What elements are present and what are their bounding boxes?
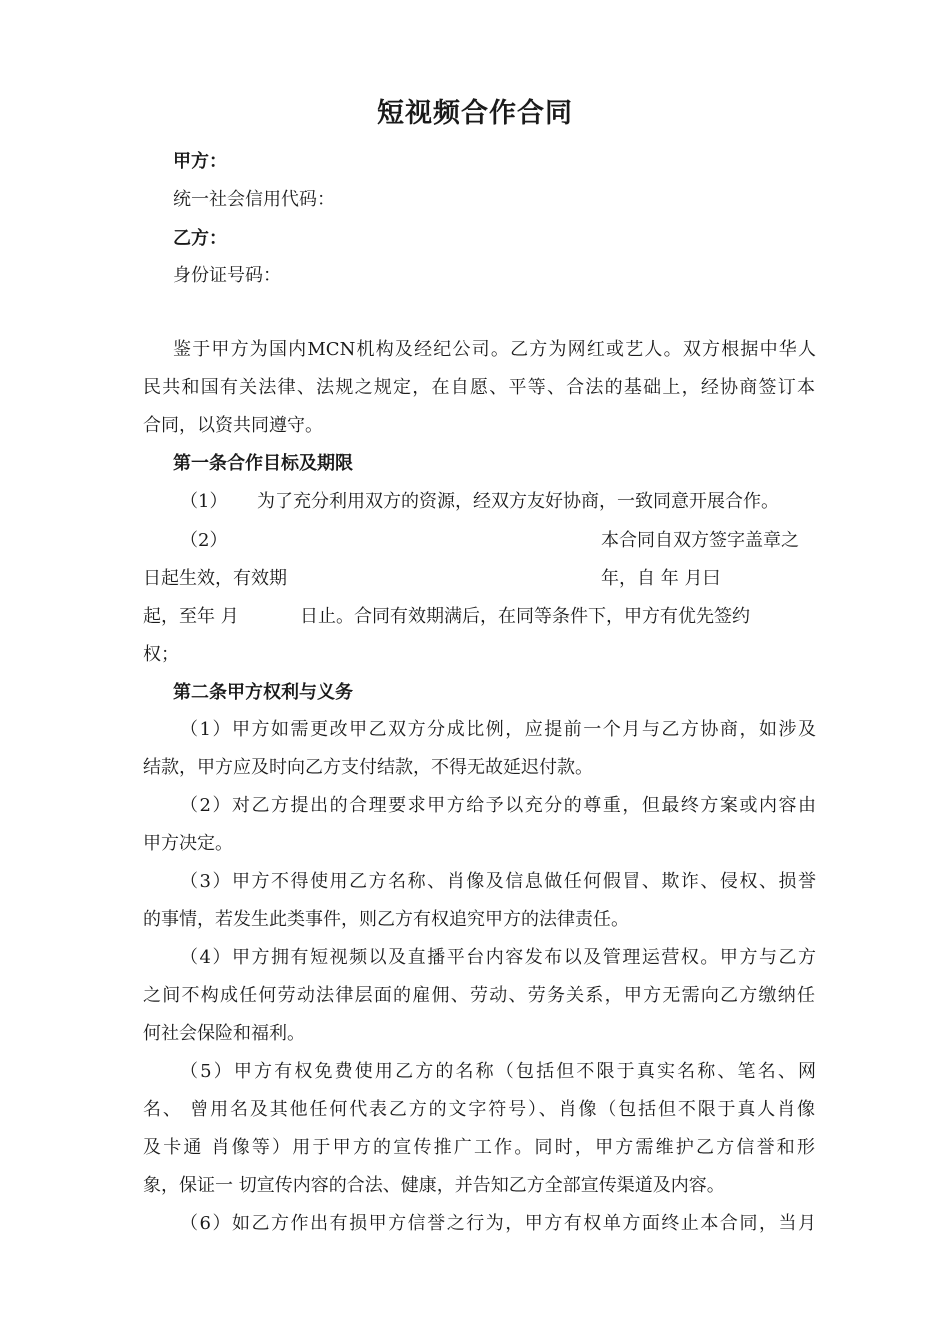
article-1-term-date: 年，自 年 月曰	[601, 568, 721, 589]
clause-line: 的事情，若发生此类事件，则乙方有权追究甲方的法律责任。	[143, 909, 629, 930]
article-1-item1-text: 为了充分利用双方的资源，经双方友好协商，一致同意开展合作。	[257, 491, 779, 512]
clause-line: （2）对乙方提出的合理要求甲方给予以充分的尊重，但最终方案或内容由	[180, 795, 816, 816]
preamble-line: 民共和国有关法律、法规之规定，在自愿、平等、合法的基础上，经协商签订本	[143, 377, 815, 398]
credit-code-label: 统一社会信用代码：	[173, 189, 335, 210]
article-2-heading: 第二条甲方权利与义务	[173, 682, 353, 703]
article-1-term-text: 日起生效，有效期	[143, 568, 287, 589]
article-1-item1-number: （1）	[180, 491, 228, 512]
clause-line: 甲方决定。	[143, 833, 233, 854]
clause-line: （6）如乙方作出有损甲方信誉之行为，甲方有权单方面终止本合同，当月	[180, 1213, 816, 1234]
clause-line: 及卡通 肖像等）用于甲方的宣传推广工作。同时，甲方需维护乙方信誉和形	[143, 1137, 815, 1158]
clause-line: （4）甲方拥有短视频以及直播平台内容发布以及管理运营权。甲方与乙方	[180, 947, 816, 968]
clause-line: 名、 曾用名及其他任何代表乙方的文字符号）、肖像（包括但不限于真人肖像	[143, 1099, 815, 1120]
preamble-line: 合同，以资共同遵守。	[143, 415, 323, 436]
article-1-end-date: 起，至年 月	[143, 606, 239, 627]
article-1-item2-text: 本合同自双方签字盖章之	[601, 530, 799, 551]
article-1-renewal-text: 日止。合同有效期满后，在同等条件下，甲方有优先签约	[300, 606, 750, 627]
clause-line: 之间不构成任何劳动法律层面的雇佣、劳动、劳务关系，甲方无需向乙方缴纳任	[143, 985, 815, 1006]
document-title: 短视频合作合同	[377, 98, 573, 129]
article-1-item2-number: （2）	[180, 530, 228, 551]
clause-line: （1）甲方如需更改甲乙双方分成比例，应提前一个月与乙方协商，如涉及	[180, 719, 816, 740]
party-a-label: 甲方：	[173, 151, 227, 172]
clause-line: 结款，甲方应及时向乙方支付结款，不得无故延迟付款。	[143, 757, 593, 778]
preamble-line: 鉴于甲方为国内MCN机构及经纪公司。乙方为网红或艺人。双方根据中华人	[173, 339, 816, 360]
id-number-label: 身份证号码：	[173, 265, 281, 286]
clause-line: （5）甲方有权免费使用乙方的名称（包括但不限于真实名称、笔名、网	[180, 1061, 816, 1082]
party-b-label: 乙方：	[173, 228, 227, 249]
article-1-renewal-end: 权；	[143, 644, 179, 665]
clause-line: 象，保证一 切宣传内容的合法、健康，并告知乙方全部宣传渠道及内容。	[143, 1175, 725, 1196]
clause-line: 何社会保险和福利。	[143, 1023, 305, 1044]
clause-line: （3）甲方不得使用乙方名称、肖像及信息做任何假冒、欺诈、侵权、损誉	[180, 871, 816, 892]
article-1-heading: 第一条合作目标及期限	[173, 453, 353, 474]
